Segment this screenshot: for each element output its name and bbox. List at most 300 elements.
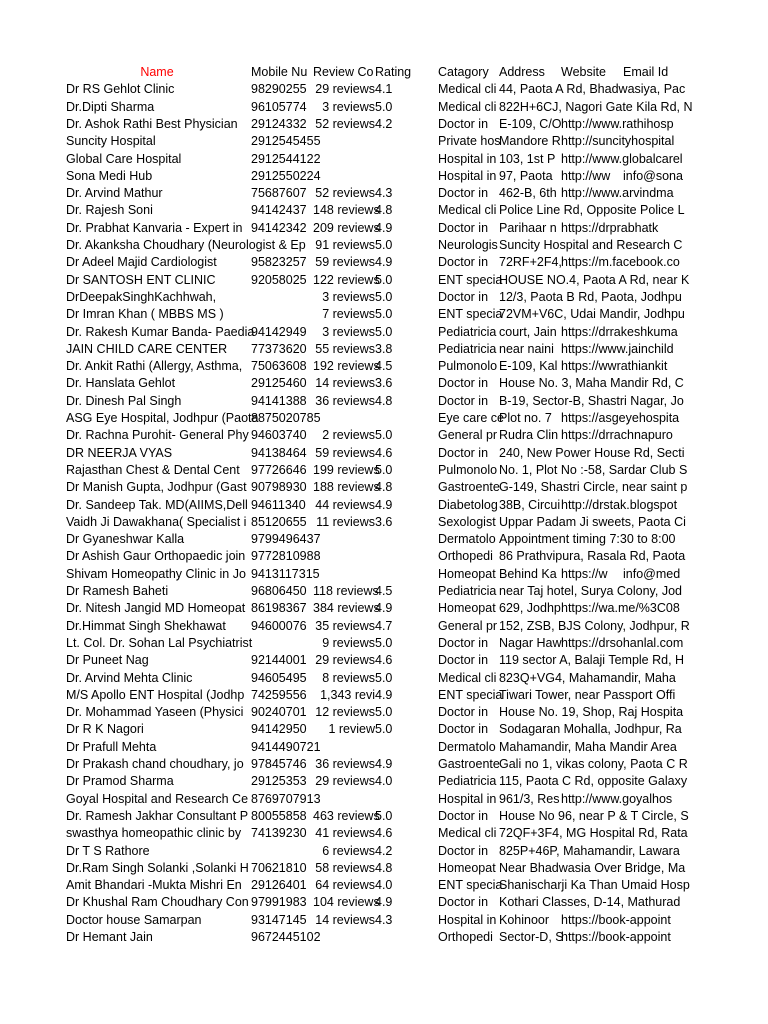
category-cell[interactable]: General pr bbox=[438, 428, 498, 443]
name-cell[interactable]: Dr Prafull Mehta bbox=[66, 739, 157, 754]
header-address[interactable]: Address bbox=[499, 65, 545, 79]
email-cell[interactable] bbox=[623, 531, 686, 548]
mobile-cell[interactable] bbox=[251, 289, 313, 306]
category-cell[interactable]: Pediatricia bbox=[438, 324, 497, 339]
category-cell[interactable]: Doctor in bbox=[438, 445, 489, 460]
review-cell[interactable]: 1,343 revi bbox=[320, 687, 375, 702]
website-cell[interactable] bbox=[561, 808, 623, 825]
name-cell[interactable]: Rajasthan Chest & Dental Cent bbox=[66, 462, 240, 477]
category-cell[interactable]: Hospital in bbox=[438, 168, 497, 183]
category-cell[interactable]: Eye care ce bbox=[438, 411, 505, 425]
website-cell[interactable]: https://wa.me/%3C08 bbox=[561, 601, 680, 616]
category-cell[interactable]: Gastroente bbox=[438, 757, 500, 771]
mobile-cell[interactable]: 92144001 bbox=[251, 653, 307, 668]
category-cell[interactable]: Dermatolo bbox=[438, 532, 496, 547]
mobile-cell[interactable]: 94611340 bbox=[251, 497, 306, 512]
website-cell[interactable] bbox=[561, 825, 623, 842]
name-cell[interactable]: Dr Ashish Gaur Orthopaedic join bbox=[66, 549, 246, 564]
email-cell[interactable] bbox=[623, 860, 686, 877]
category-cell[interactable]: Doctor in bbox=[438, 220, 489, 235]
email-cell[interactable] bbox=[623, 548, 686, 565]
category-cell[interactable]: Doctor in bbox=[438, 843, 489, 858]
header-email[interactable]: Email Id bbox=[623, 65, 669, 79]
email-cell[interactable] bbox=[623, 670, 686, 687]
mobile-cell[interactable]: 85120655 bbox=[251, 514, 307, 529]
rating-cell[interactable]: 4.0 bbox=[375, 878, 393, 893]
category-cell[interactable]: ENT specia bbox=[438, 307, 503, 322]
address-cell[interactable]: Sector-D, S bbox=[499, 930, 564, 944]
name-cell[interactable]: Dr Imran Khan ( MBBS MS ) bbox=[66, 307, 224, 322]
category-cell[interactable]: Doctor in bbox=[438, 186, 489, 201]
review-cell[interactable]: 8 reviews bbox=[322, 670, 375, 685]
name-cell[interactable]: Suncity Hospital bbox=[66, 134, 156, 149]
category-cell[interactable]: Homeopat bbox=[438, 566, 496, 581]
review-cell[interactable]: 64 reviews bbox=[315, 878, 375, 893]
email-cell[interactable] bbox=[623, 756, 686, 773]
review-cell[interactable]: 188 reviews bbox=[313, 480, 380, 495]
website-cell[interactable]: https://drrakeshkuma bbox=[561, 324, 678, 339]
rating-cell[interactable] bbox=[375, 791, 405, 808]
mobile-cell[interactable]: 2912545455 bbox=[251, 134, 321, 149]
email-cell[interactable] bbox=[623, 618, 686, 635]
category-cell[interactable]: Doctor in bbox=[438, 393, 489, 408]
name-cell[interactable]: Dr. Ramesh Jakhar Consultant P bbox=[66, 808, 249, 823]
category-cell[interactable]: Dermatolo bbox=[438, 739, 496, 754]
rating-cell[interactable] bbox=[375, 739, 405, 756]
address-cell[interactable]: near Taj hotel, Surya Colony, Jod bbox=[499, 584, 682, 598]
header-rating[interactable]: Rating bbox=[375, 65, 412, 79]
rating-cell[interactable]: 4.6 bbox=[375, 445, 393, 460]
address-cell[interactable]: Kohinoor bbox=[499, 912, 550, 927]
website-cell[interactable]: http://ww bbox=[561, 168, 611, 183]
name-cell[interactable]: Doctor house Samarpan bbox=[66, 912, 202, 927]
name-cell[interactable]: Dr RS Gehlot Clinic bbox=[66, 82, 175, 97]
review-cell[interactable]: 58 reviews bbox=[315, 860, 375, 875]
website-cell[interactable]: https://drrachnapuro bbox=[561, 428, 673, 443]
mobile-cell[interactable]: 9799496437 bbox=[251, 532, 321, 547]
website-cell[interactable] bbox=[561, 375, 623, 392]
name-cell[interactable]: Dr. Rajesh Soni bbox=[66, 203, 153, 218]
review-cell[interactable]: 59 reviews bbox=[315, 255, 375, 270]
mobile-cell[interactable]: 77373620 bbox=[251, 341, 307, 356]
category-cell[interactable]: Doctor in bbox=[438, 808, 489, 823]
rating-cell[interactable]: 4.8 bbox=[375, 480, 393, 495]
review-cell[interactable]: 1 review bbox=[328, 722, 375, 737]
rating-cell[interactable]: 4.9 bbox=[375, 757, 393, 771]
category-cell[interactable]: Doctor in bbox=[438, 635, 489, 650]
email-cell[interactable] bbox=[623, 825, 686, 842]
address-cell[interactable]: Parihaar n bbox=[499, 220, 557, 235]
rating-cell[interactable]: 4.6 bbox=[375, 826, 393, 841]
email-cell[interactable] bbox=[623, 116, 686, 133]
category-cell[interactable]: Pediatricia bbox=[438, 341, 497, 356]
review-cell[interactable]: 192 reviews bbox=[313, 359, 380, 374]
review-cell[interactable]: 384 reviews bbox=[313, 601, 380, 616]
mobile-cell[interactable]: 96806450 bbox=[251, 584, 307, 598]
website-cell[interactable] bbox=[561, 721, 623, 738]
name-cell[interactable]: Dr. Akanksha Choudhary (Neurologist & Ep bbox=[66, 238, 306, 252]
category-cell[interactable]: Medical cli bbox=[438, 82, 497, 97]
review-cell[interactable]: 41 reviews bbox=[315, 826, 375, 841]
mobile-cell[interactable]: 93147145 bbox=[251, 912, 307, 927]
category-cell[interactable]: Homeopat bbox=[438, 601, 496, 616]
rating-cell[interactable]: 4.9 bbox=[375, 895, 393, 910]
review-cell[interactable]: 6 reviews bbox=[322, 843, 375, 858]
review-cell[interactable] bbox=[313, 566, 375, 583]
category-cell[interactable]: Doctor in bbox=[438, 376, 489, 391]
email-cell[interactable] bbox=[623, 220, 686, 237]
address-cell[interactable]: 115, Paota C Rd, opposite Galaxy bbox=[499, 774, 688, 789]
email-cell[interactable] bbox=[623, 877, 686, 894]
website-cell[interactable] bbox=[561, 99, 623, 116]
category-cell[interactable]: Doctor in bbox=[438, 705, 489, 720]
category-cell[interactable]: Sexologist bbox=[438, 514, 496, 529]
review-cell[interactable] bbox=[313, 531, 375, 548]
rating-cell[interactable]: 4.3 bbox=[375, 186, 393, 201]
rating-cell[interactable]: 3.8 bbox=[375, 341, 393, 356]
address-cell[interactable]: Tiwari Tower, near Passport Offi bbox=[499, 687, 676, 702]
review-cell[interactable]: 36 reviews bbox=[315, 393, 375, 408]
rating-cell[interactable] bbox=[375, 133, 405, 150]
name-cell[interactable]: swasthya homeopathic clinic by bbox=[66, 826, 242, 841]
mobile-cell[interactable]: 9672445102 bbox=[251, 930, 321, 944]
rating-cell[interactable]: 4.9 bbox=[375, 497, 393, 512]
website-cell[interactable] bbox=[561, 773, 623, 790]
email-cell[interactable] bbox=[623, 912, 686, 929]
website-cell[interactable]: http://www.globalcarel bbox=[561, 151, 683, 166]
website-cell[interactable]: https://drprabhatk bbox=[561, 220, 659, 235]
email-cell[interactable] bbox=[623, 721, 686, 738]
review-cell[interactable]: 122 reviews bbox=[313, 272, 380, 287]
name-cell[interactable]: Dr.Ram Singh Solanki ,Solanki H bbox=[66, 860, 249, 875]
category-cell[interactable]: Orthopedi bbox=[438, 549, 493, 564]
website-cell[interactable]: http://www.rathihosp bbox=[561, 116, 674, 131]
mobile-cell[interactable] bbox=[251, 843, 313, 860]
mobile-cell[interactable] bbox=[251, 237, 313, 254]
address-cell[interactable]: 38B, Circui bbox=[499, 497, 561, 512]
name-cell[interactable]: Dr. Prabhat Kanvaria - Expert in bbox=[66, 220, 243, 235]
name-cell[interactable]: Dr Pramod Sharma bbox=[66, 774, 174, 789]
review-cell[interactable]: 14 reviews bbox=[315, 912, 375, 927]
rating-cell[interactable] bbox=[375, 531, 405, 548]
mobile-cell[interactable]: 96105774 bbox=[251, 99, 307, 114]
email-cell[interactable] bbox=[623, 773, 686, 790]
website-cell[interactable] bbox=[561, 687, 623, 704]
mobile-cell[interactable]: 90798930 bbox=[251, 480, 307, 495]
name-cell[interactable]: JAIN CHILD CARE CENTER bbox=[66, 341, 228, 356]
rating-cell[interactable]: 4.9 bbox=[375, 255, 393, 270]
category-cell[interactable]: Hospital in bbox=[438, 912, 497, 927]
address-cell[interactable]: Rudra Clin bbox=[499, 428, 559, 443]
review-cell[interactable] bbox=[313, 739, 375, 756]
address-cell[interactable]: Nagar Haw bbox=[499, 635, 562, 650]
address-cell[interactable]: 629, Jodhp bbox=[499, 601, 561, 616]
mobile-cell[interactable]: 94142342 bbox=[251, 220, 307, 235]
address-cell[interactable]: Police Line Rd, Opposite Police L bbox=[499, 203, 685, 218]
website-cell[interactable] bbox=[561, 877, 623, 894]
website-cell[interactable] bbox=[561, 670, 623, 687]
name-cell[interactable]: Dr SANTOSH ENT CLINIC bbox=[66, 272, 216, 287]
email-cell[interactable] bbox=[623, 393, 686, 410]
mobile-cell[interactable]: 2912550224 bbox=[251, 168, 321, 183]
website-cell[interactable] bbox=[561, 81, 623, 98]
email-cell[interactable] bbox=[623, 427, 686, 444]
name-cell[interactable]: Dr. Rachna Purohit- General Phy bbox=[66, 428, 249, 443]
category-cell[interactable]: Pediatricia bbox=[438, 584, 497, 598]
name-cell[interactable]: Dr. Arvind Mehta Clinic bbox=[66, 670, 193, 685]
rating-cell[interactable]: 4.5 bbox=[375, 584, 393, 598]
mobile-cell[interactable] bbox=[251, 306, 313, 323]
address-cell[interactable]: Gali no 1, vikas colony, Paota C R bbox=[499, 757, 688, 771]
email-cell[interactable] bbox=[623, 410, 686, 427]
email-cell[interactable] bbox=[623, 652, 686, 669]
name-cell[interactable]: Global Care Hospital bbox=[66, 151, 182, 166]
website-cell[interactable] bbox=[561, 756, 623, 773]
rating-cell[interactable] bbox=[375, 548, 405, 565]
review-cell[interactable]: 59 reviews bbox=[315, 445, 375, 460]
header-website[interactable]: Website bbox=[561, 65, 606, 79]
review-cell[interactable]: 35 reviews bbox=[315, 618, 375, 633]
name-cell[interactable]: DrDeepakSinghKachhwah, bbox=[66, 289, 217, 304]
website-cell[interactable]: https://book-appoint bbox=[561, 912, 671, 927]
name-cell[interactable]: Dr. Rakesh Kumar Banda- Paedia bbox=[66, 324, 255, 339]
rating-cell[interactable]: 5.0 bbox=[375, 670, 393, 685]
address-cell[interactable]: Mandore R bbox=[499, 134, 561, 149]
category-cell[interactable]: Doctor in bbox=[438, 116, 489, 131]
address-cell[interactable]: 72QF+3F4, MG Hospital Rd, Rata bbox=[499, 826, 688, 841]
email-cell[interactable] bbox=[623, 739, 686, 756]
review-cell[interactable] bbox=[313, 929, 375, 946]
mobile-cell[interactable]: 70621810 bbox=[251, 860, 307, 875]
email-cell[interactable] bbox=[623, 185, 686, 202]
address-cell[interactable]: House No 96, near P & T Circle, S bbox=[499, 808, 689, 823]
website-cell[interactable] bbox=[561, 894, 623, 911]
address-cell[interactable]: 823Q+VG4, Mahamandir, Maha bbox=[499, 670, 676, 685]
address-cell[interactable]: 240, New Power House Rd, Secti bbox=[499, 445, 685, 460]
website-cell[interactable]: https://asgeyehospita bbox=[561, 411, 680, 425]
rating-cell[interactable]: 5.0 bbox=[375, 722, 393, 737]
category-cell[interactable]: Pediatricia bbox=[438, 774, 497, 789]
rating-cell[interactable]: 5.0 bbox=[375, 238, 393, 252]
mobile-cell[interactable]: 29125353 bbox=[251, 774, 307, 789]
category-cell[interactable]: Medical cli bbox=[438, 826, 497, 841]
rating-cell[interactable] bbox=[375, 410, 405, 427]
rating-cell[interactable] bbox=[375, 566, 405, 583]
name-cell[interactable]: Dr. Mohammad Yaseen (Physici bbox=[66, 705, 244, 720]
rating-cell[interactable]: 4.9 bbox=[375, 687, 393, 702]
mobile-cell[interactable]: 94142949 bbox=[251, 324, 307, 339]
category-cell[interactable]: Orthopedi bbox=[438, 930, 493, 944]
address-cell[interactable]: Near Bhadwasia Over Bridge, Ma bbox=[499, 860, 686, 875]
address-cell[interactable]: E-109, C/O bbox=[499, 116, 562, 131]
rating-cell[interactable]: 5.0 bbox=[375, 324, 393, 339]
category-cell[interactable]: Doctor in bbox=[438, 255, 489, 270]
mobile-cell[interactable]: 74259556 bbox=[251, 687, 307, 702]
address-cell[interactable]: 119 sector A, Balaji Temple Rd, H bbox=[499, 653, 685, 668]
email-cell[interactable] bbox=[623, 375, 686, 392]
website-cell[interactable] bbox=[561, 843, 623, 860]
mobile-cell[interactable]: 9772810988 bbox=[251, 549, 321, 564]
name-cell[interactable]: Sona Medi Hub bbox=[66, 168, 153, 183]
email-cell[interactable] bbox=[623, 358, 686, 375]
mobile-cell[interactable]: 8769707913 bbox=[251, 791, 321, 806]
website-cell[interactable] bbox=[561, 462, 623, 479]
email-cell[interactable] bbox=[623, 254, 686, 271]
mobile-cell[interactable]: 92058025 bbox=[251, 272, 307, 287]
category-cell[interactable]: Hospital in bbox=[438, 151, 497, 166]
name-cell[interactable]: DR NEERJA VYAS bbox=[66, 445, 173, 460]
website-cell[interactable] bbox=[561, 618, 623, 635]
email-cell[interactable] bbox=[623, 929, 686, 946]
name-cell[interactable]: Dr R K Nagori bbox=[66, 722, 144, 737]
rating-cell[interactable]: 5.0 bbox=[375, 307, 393, 322]
mobile-cell[interactable]: 97726646 bbox=[251, 462, 307, 477]
rating-cell[interactable]: 3.6 bbox=[375, 514, 393, 529]
review-cell[interactable]: 3 reviews bbox=[322, 99, 375, 114]
header-mobile[interactable]: Mobile Nu bbox=[251, 65, 308, 79]
mobile-cell[interactable]: 94603740 bbox=[251, 428, 307, 443]
review-cell[interactable]: 2 reviews bbox=[322, 428, 375, 443]
email-cell[interactable] bbox=[623, 237, 686, 254]
rating-cell[interactable]: 5.0 bbox=[375, 635, 393, 650]
mobile-cell[interactable]: 97991983 bbox=[251, 895, 307, 910]
rating-cell[interactable]: 4.7 bbox=[375, 618, 393, 633]
category-cell[interactable]: ENT specia bbox=[438, 272, 503, 287]
category-cell[interactable]: Neurologis bbox=[438, 238, 498, 252]
name-cell[interactable]: Dr T S Rathore bbox=[66, 843, 150, 858]
review-cell[interactable]: 36 reviews bbox=[315, 757, 375, 771]
address-cell[interactable]: Appointment timing 7:30 to 8:00 bbox=[499, 532, 676, 547]
address-cell[interactable]: 44, Paota A Rd, Bhadwasiya, Pac bbox=[499, 82, 686, 97]
name-cell[interactable]: Dr.Himmat Singh Shekhawat bbox=[66, 618, 226, 633]
review-cell[interactable]: 55 reviews bbox=[315, 341, 375, 356]
address-cell[interactable]: 72VM+V6C, Udai Mandir, Jodhpu bbox=[499, 307, 685, 322]
address-cell[interactable]: 462-B, 6th bbox=[499, 186, 557, 201]
review-cell[interactable] bbox=[313, 151, 375, 168]
review-cell[interactable] bbox=[313, 548, 375, 565]
name-cell[interactable]: Dr Gyaneshwar Kalla bbox=[66, 532, 185, 547]
rating-cell[interactable]: 4.6 bbox=[375, 653, 393, 668]
address-cell[interactable]: Shanischarji Ka Than Umaid Hosp bbox=[499, 878, 690, 893]
review-cell[interactable]: 199 reviews bbox=[313, 462, 380, 477]
mobile-cell[interactable]: 9413117315 bbox=[251, 566, 320, 581]
review-cell[interactable]: 14 reviews bbox=[315, 376, 375, 391]
mobile-cell[interactable]: 74139230 bbox=[251, 826, 307, 841]
mobile-cell[interactable]: 29126401 bbox=[251, 878, 307, 893]
website-cell[interactable] bbox=[561, 860, 623, 877]
mobile-cell[interactable]: 95823257 bbox=[251, 255, 307, 270]
review-cell[interactable]: 148 reviews bbox=[313, 203, 380, 218]
rating-cell[interactable]: 4.3 bbox=[375, 912, 393, 927]
mobile-cell[interactable]: 94142950 bbox=[251, 722, 307, 737]
mobile-cell[interactable] bbox=[251, 635, 313, 652]
website-cell[interactable] bbox=[561, 583, 623, 600]
email-cell[interactable] bbox=[623, 202, 686, 219]
email-cell[interactable] bbox=[623, 306, 686, 323]
rating-cell[interactable]: 5.0 bbox=[375, 462, 393, 477]
name-cell[interactable]: Dr. Ankit Rathi (Allergy, Asthma, bbox=[66, 359, 243, 374]
review-cell[interactable]: 463 reviews bbox=[313, 808, 380, 823]
website-cell[interactable]: http://www.arvindma bbox=[561, 186, 674, 201]
rating-cell[interactable]: 3.6 bbox=[375, 376, 393, 391]
review-cell[interactable]: 104 reviews bbox=[313, 895, 380, 910]
website-cell[interactable] bbox=[561, 739, 623, 756]
header-name[interactable]: Name bbox=[140, 65, 174, 79]
mobile-cell[interactable]: 90240701 bbox=[251, 705, 307, 720]
review-cell[interactable]: 44 reviews bbox=[315, 497, 375, 512]
category-cell[interactable]: Doctor in bbox=[438, 289, 489, 304]
name-cell[interactable]: ASG Eye Hospital, Jodhpur (Paota bbox=[66, 411, 259, 425]
mobile-cell[interactable]: 94138464 bbox=[251, 445, 307, 460]
category-cell[interactable]: General pr bbox=[438, 618, 498, 633]
name-cell[interactable]: Dr. Ashok Rathi Best Physician bbox=[66, 116, 238, 131]
mobile-cell[interactable]: 94141388 bbox=[251, 393, 307, 408]
email-cell[interactable] bbox=[623, 791, 686, 808]
review-cell[interactable]: 12 reviews bbox=[315, 705, 375, 720]
rating-cell[interactable]: 5.0 bbox=[375, 808, 393, 823]
address-cell[interactable]: 825P+46P, Mahamandir, Lawara bbox=[499, 843, 680, 858]
review-cell[interactable]: 52 reviews bbox=[315, 116, 375, 131]
review-cell[interactable]: 52 reviews bbox=[315, 186, 375, 201]
name-cell[interactable]: Dr. Dinesh Pal Singh bbox=[66, 393, 182, 408]
address-cell[interactable]: No. 1, Plot No :-58, Sardar Club S bbox=[499, 462, 688, 477]
email-cell[interactable] bbox=[623, 462, 686, 479]
category-cell[interactable]: Doctor in bbox=[438, 653, 489, 668]
category-cell[interactable]: Doctor in bbox=[438, 722, 489, 737]
email-cell[interactable] bbox=[623, 497, 686, 514]
email-cell[interactable] bbox=[623, 289, 686, 306]
name-cell[interactable]: Goyal Hospital and Research Ce bbox=[66, 791, 249, 806]
mobile-cell[interactable]: 9414490721 bbox=[251, 739, 321, 754]
name-cell[interactable]: Dr Hemant Jain bbox=[66, 930, 153, 944]
mobile-cell[interactable]: 86198367 bbox=[251, 601, 307, 616]
rating-cell[interactable]: 4.2 bbox=[375, 116, 393, 131]
review-cell[interactable]: 209 reviews bbox=[313, 220, 380, 235]
address-cell[interactable]: Mahamandir, Maha Mandir Area bbox=[499, 739, 677, 754]
email-cell[interactable] bbox=[623, 894, 686, 911]
email-cell[interactable] bbox=[623, 99, 686, 116]
category-cell[interactable]: Medical cli bbox=[438, 203, 497, 218]
mobile-cell[interactable]: 2912544122 bbox=[251, 151, 321, 166]
category-cell[interactable]: Pulmonolo bbox=[438, 359, 498, 374]
rating-cell[interactable]: 4.5 bbox=[375, 359, 393, 374]
website-cell[interactable] bbox=[561, 704, 623, 721]
address-cell[interactable]: 822H+6CJ, Nagori Gate Kila Rd, N bbox=[499, 99, 693, 114]
mobile-cell[interactable]: 98290255 bbox=[251, 82, 307, 97]
review-cell[interactable]: 29 reviews bbox=[315, 82, 375, 97]
address-cell[interactable]: G-149, Shastri Circle, near saint p bbox=[499, 480, 688, 495]
review-cell[interactable] bbox=[313, 168, 375, 185]
website-cell[interactable] bbox=[561, 531, 623, 548]
category-cell[interactable]: Pulmonolo bbox=[438, 462, 498, 477]
email-cell[interactable] bbox=[623, 81, 686, 98]
mobile-cell[interactable]: 75063608 bbox=[251, 359, 307, 374]
website-cell[interactable]: http://drstak.blogspot bbox=[561, 497, 678, 512]
website-cell[interactable]: https://www.jainchild bbox=[561, 341, 674, 356]
name-cell[interactable]: Dr Puneet Nag bbox=[66, 653, 149, 668]
address-cell[interactable]: E-109, Kal bbox=[499, 359, 558, 374]
review-cell[interactable]: 11 reviews bbox=[316, 514, 375, 529]
email-cell[interactable] bbox=[623, 324, 686, 341]
name-cell[interactable]: Dr.Dipti Sharma bbox=[66, 99, 155, 114]
category-cell[interactable]: Private hos bbox=[438, 134, 501, 149]
category-cell[interactable]: Doctor in bbox=[438, 895, 489, 910]
address-cell[interactable]: 103, 1st P bbox=[499, 151, 556, 166]
address-cell[interactable]: House No. 19, Shop, Raj Hospita bbox=[499, 705, 684, 720]
rating-cell[interactable]: 4.2 bbox=[375, 843, 393, 858]
rating-cell[interactable]: 4.8 bbox=[375, 203, 393, 218]
email-cell[interactable] bbox=[623, 341, 686, 358]
